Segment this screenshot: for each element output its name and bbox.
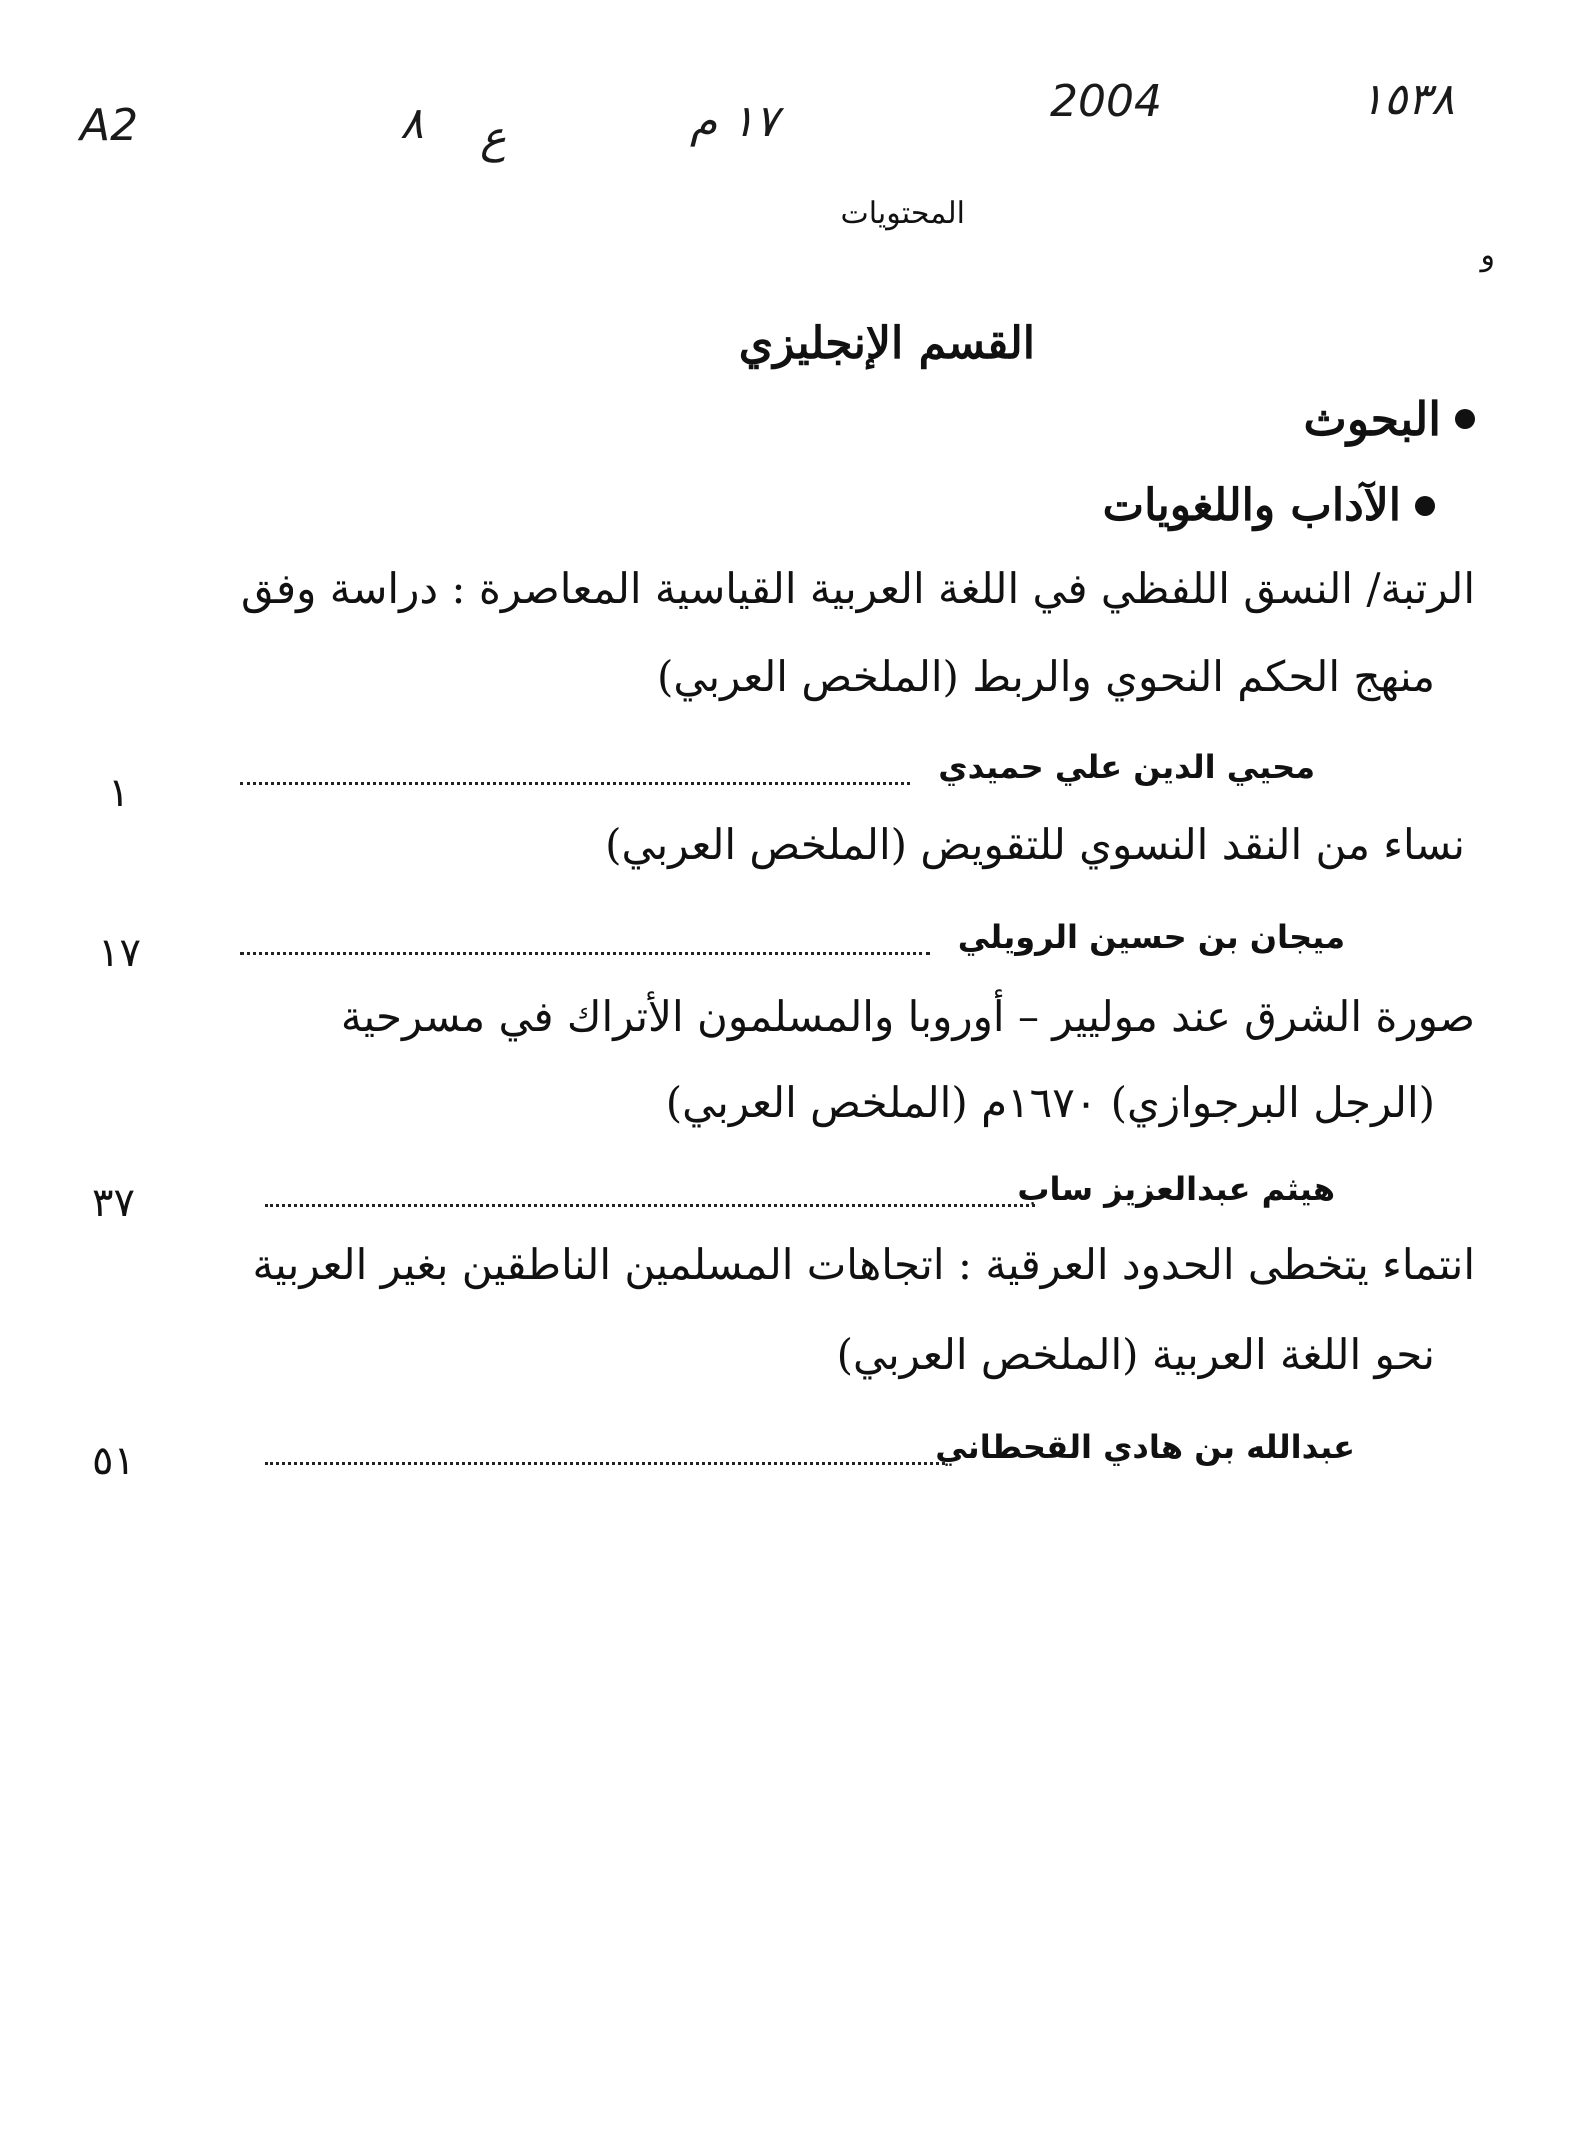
section-title: القسم الإنجليزي [738,318,1035,369]
entry-4-author: عبدالله بن هادي القحطاني [935,1428,1355,1466]
entry-2-page-number: ١٧ [98,930,141,976]
entry-4-title-line-2: نحو اللغة العربية (الملخص العربي) [836,1330,1435,1379]
entry-3-page-number: ٣٧ [92,1180,135,1226]
entry-3-title-line-1: صورة الشرق عند موليير – أوروبا والمسلمون الأتراك في مسرحية [340,992,1475,1041]
handwritten-note-2: ٨ [400,98,424,149]
entry-4-leader-dots [265,1462,945,1465]
bullet-icon [1455,409,1475,429]
entry-1-page-number: ١ [108,770,130,816]
subsection-heading-label: الآداب واللغويات [1102,480,1401,531]
handwritten-note-3: ع [480,112,507,163]
entry-2-author: ميجان بن حسين الرويلي [957,918,1345,956]
research-heading-label: البحوث [1303,392,1441,446]
entry-3-leader-dots [265,1204,1035,1207]
entry-1-leader-dots [240,782,910,785]
entry-1-author: محيي الدين علي حميدي [938,748,1315,786]
bullet-icon [1415,496,1435,516]
entry-3-title-line-2: (الرجل البرجوازي) ١٦٧٠م (الملخص العربي) [665,1078,1435,1127]
research-heading [1304,392,1475,446]
entry-4-title-line-1: انتماء يتخطى الحدود العرقية : اتجاهات المسلمين الناطقين بغير العربية [252,1240,1475,1289]
handwritten-note-6: ١٥٣٨ [1360,74,1455,125]
page-letter-mark: و [1480,238,1495,273]
handwritten-note-4: ١٧ م [690,96,779,147]
entry-1-title-line-2: منهج الحكم النحوي والربط (الملخص العربي) [656,652,1435,701]
entry-4-page-number: ٥١ [92,1438,135,1484]
entry-2-title-line-1: نساء من النقد النسوي للتقويض (الملخص العربي) [605,820,1465,869]
entry-3-author: هيثم عبدالعزيز ساب [1017,1170,1335,1208]
entry-1-title-line-1: الرتبة/ النسق اللفظي في اللغة العربية القياسية المعاصرة : دراسة وفق [240,564,1475,613]
subsection-heading [1103,480,1435,531]
entry-2-leader-dots [240,952,930,955]
handwritten-note-1: A2 [80,100,139,151]
page-title: المحتويات [840,196,965,231]
handwritten-note-5: 2004 [1050,76,1162,127]
